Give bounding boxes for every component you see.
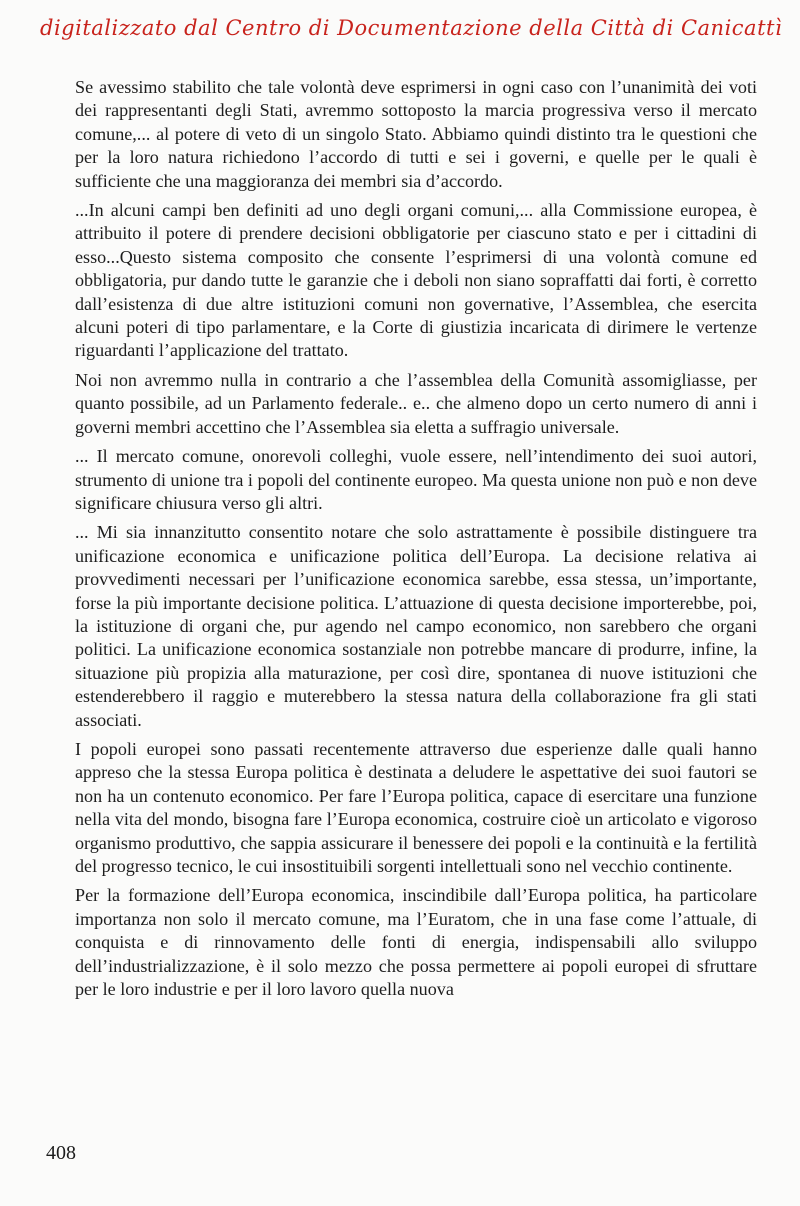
paragraph: Per la formazione dell’Europa economica, inscindibile dall’Europa politica, ha particolare importanza non solo il mercato comune, ma l’Euratom, che in una fase come l’attuale, di conquista e di rinnovamento delle fonti di energia, indispensabili allo sviluppo dell’industrializzazione, è il solo mezzo che possa permettere ai popoli europei di sfruttare per le loro industrie e per il loro lavoro quella nuova xyxy=(75,885,757,1000)
page-number: 408 xyxy=(46,1142,76,1164)
paragraph: Noi non avremmo nulla in contrario a che l’assemblea della Comunità assomigliasse, per quanto possibile, ad un Parlamento federale.. e.. che almeno dopo un certo numero di anni i governi membri accettino che l’Assemblea sia eletta a suffragio universale. xyxy=(75,369,757,437)
watermark-text: digitalizzato dal Centro di Documentazione della Città di Canicattì xyxy=(40,16,783,40)
paragraph: ...In alcuni campi ben definiti ad uno degli organi comuni,... alla Commissione europea, è attribuito il potere di prendere decisioni obbligatorie per ciascuno stato e per i cittadini di esso...Questo sistema composito che consente l’esprimersi di una volontà comune ed obbligatoria, pur dando tutte le garanzie che i deboli non siano sopraffatti dai forti, è corretto dall’esistenza di due altre istituzioni comuni non governative, l’Assemblea, che esercita alcuni poteri di tipo parlamentare, e la Corte di giustizia incaricata di dirimere le vertenze riguardanti l’applicazione del trattato. xyxy=(75,200,757,361)
paragraph: Se avessimo stabilito che tale volontà deve esprimersi in ogni caso con l’unanimità dei voti dei rappresentanti degli Stati, avremmo sottoposto la marcia progressiva verso il mercato comune,... al potere di veto di un singolo Stato. Abbiamo quindi distinto tra le questioni che per la loro natura richiedono l’accordo di tutti e sei i governi, e quelle per le quali è sufficiente che una maggioranza dei membri sia d’accordo. xyxy=(75,77,757,191)
paragraph: I popoli europei sono passati recentemente attraverso due esperienze dalle quali hanno appreso che la stessa Europa politica è destinata a deludere le aspettative dei suoi fautori se non ha un contenuto economico. Per fare l’Europa politica, capace di esercitare una funzione nella vita del mondo, bisogna fare l’Europa economica, costruire cioè un articolato e vigoroso organismo produttivo, che sappia assicurare il benessere dei popoli e la continuità e la fertilità del progresso tecnico, le cui insostituibili sorgenti intellettuali sono nel vecchio continente. xyxy=(75,738,757,876)
paragraph: ... Il mercato comune, onorevoli colleghi, vuole essere, nell’intendimento dei suoi autori, strumento di unione tra i popoli del continente europeo. Ma questa unione non può e non deve significare chiusura verso gli altri. xyxy=(75,446,757,513)
paragraph: ... Mi sia innanzitutto consentito notare che solo astrattamente è possibile distinguere tra unificazione economica e unificazione politica dell’Europa. La decisione relativa ai provvedimenti necessari per l’unificazione economica sarebbe, essa stessa, un’importante, forse la più importante decisione politica. L’attuazione di questa decisione importerebbe, poi, la istituzione di organi che, pur agendo nel campo economico, non sarebbero che organi politici. La unificazione economica sostanziale non potrebbe mancare di produrre, infine, la situazione più propizia alla maturazione, per così dire, spontanea di nuove istituzioni che estenderebbero il raggio e muterebbero la stessa natura della collaborazione fra gli stati associati. xyxy=(75,522,757,730)
body-text xyxy=(75,76,757,1001)
